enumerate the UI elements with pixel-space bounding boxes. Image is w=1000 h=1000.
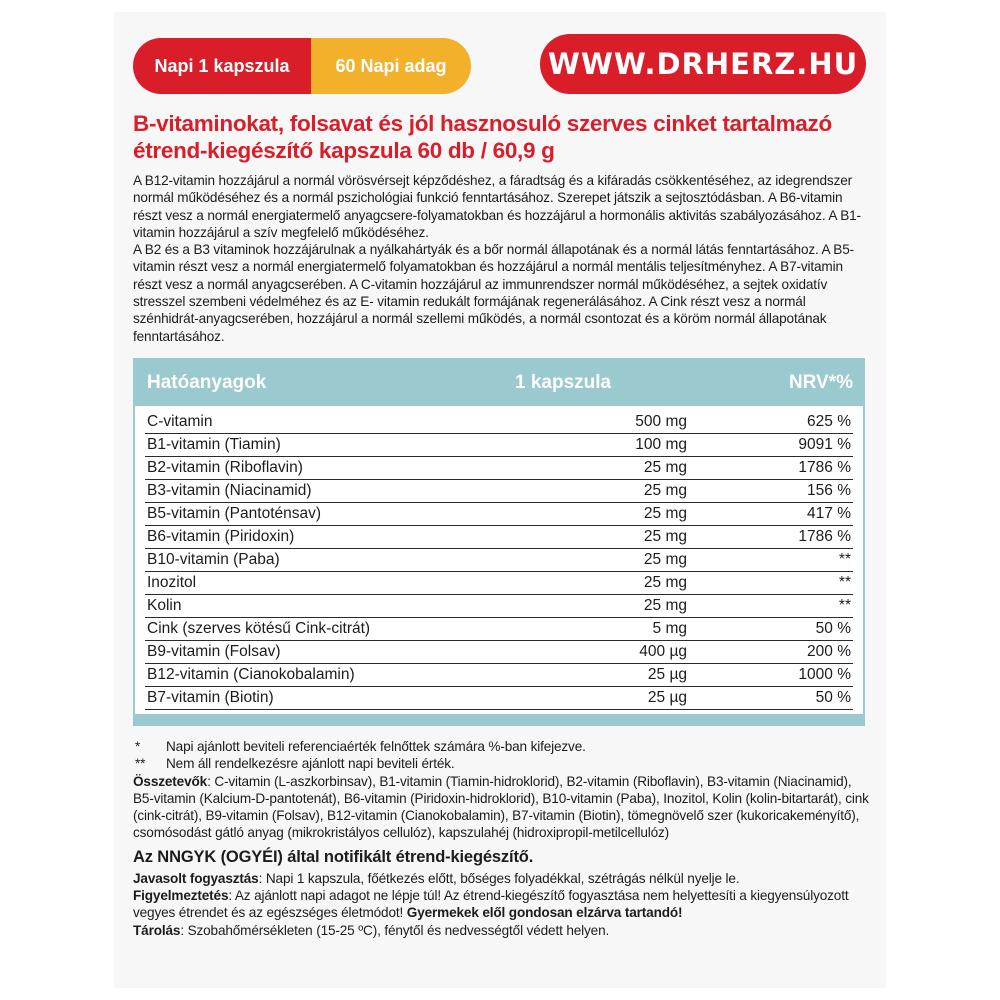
- row-name: Inozitol: [147, 574, 197, 591]
- row-nrv: 417 %: [807, 505, 851, 522]
- row-dose: 25 µg: [647, 666, 687, 683]
- header-nrv: NRV*%: [788, 372, 853, 393]
- dosage-badge-group: [133, 38, 471, 94]
- table-row: [145, 686, 853, 710]
- row-nrv: 156 %: [807, 482, 851, 499]
- row-name: B2-vitamin (Riboflavin): [147, 459, 303, 476]
- table-row: [145, 502, 853, 526]
- footnote: [133, 738, 873, 755]
- warning-label: Figyelmeztetés: [133, 888, 229, 904]
- header-ingredients: Hatóanyagok: [147, 372, 267, 393]
- row-nrv: **: [838, 551, 851, 568]
- row-name: B3-vitamin (Niacinamid): [147, 482, 312, 499]
- row-dose: 400 µg: [639, 643, 687, 660]
- table-row: [145, 456, 853, 480]
- table-row: [145, 410, 853, 434]
- footnote-mark: **: [135, 756, 146, 772]
- storage-label: Tárolás: [133, 922, 181, 938]
- table-row: [145, 548, 853, 572]
- row-dose: 25 mg: [643, 528, 687, 545]
- warning-body: : Az ajánlott napi adagot ne lépje túl! Az étrend-kiegészítő fogyasztása nem helyettesíti a kiegyensúlyozott vegyes étrendet és az egészséges életmódot!: [133, 888, 849, 921]
- row-nrv: **: [838, 574, 851, 591]
- bottom-info: [133, 738, 873, 939]
- warning-text: [133, 887, 873, 922]
- table-row: [145, 479, 853, 503]
- ingredients-label: Összetevők: [133, 773, 208, 789]
- row-nrv: 50 %: [815, 620, 851, 637]
- footnote-text: Nem áll rendelkezésre ajánlott napi beviteli érték.: [166, 756, 455, 772]
- storage-body: : Szobahőmérsékleten (15-25 ºC), fénytől és nedvességtől védett helyen.: [180, 922, 610, 938]
- row-name: B5-vitamin (Pantoténsav): [147, 505, 322, 522]
- row-nrv: 1786 %: [798, 459, 851, 476]
- row-dose: 25 mg: [643, 482, 687, 499]
- table-row: [145, 571, 853, 595]
- ingredients-body: : C-vitamin (L-aszkorbinsav), B1-vitamin (Tiamin-hidroklorid), B2-vitamin (Riboflavin), B3-vitamin (Niacinamid), B5-vitamin (Kalcium-D-pantotenát), B6-vitamin (Piridoxin-hidroklorid), B10-vitamin (Paba), Inozitol, Kolin (kolin-bitartarát), cink (cink-citrát), B9-vitamin (Folsav), B12-vitamin (Cianokobalamin), B7-vitamin (Biotin), tömegnövelő szer (kukoricakeményítő), csomósodást gátló anyag (mikrokristályos cellulóz), kapszulahéj (hidroxipropil-metilcellulóz): [133, 773, 869, 841]
- row-dose: 100 mg: [635, 436, 687, 453]
- footnote-text: Napi ajánlott beviteli referenciaérték felnőttek számára %-ban kifejezve.: [166, 739, 586, 754]
- table-row: [145, 433, 853, 457]
- usage-body: : Napi 1 kapszula, főétkezés előtt, bőséges folyadékkal, szétrágás nélkül nyelje le.: [258, 870, 740, 886]
- header-dose: 1 kapszula: [515, 372, 612, 393]
- table-row: [145, 594, 853, 618]
- table-header: [135, 360, 863, 406]
- footnote: [133, 755, 873, 772]
- row-nrv: 50 %: [815, 689, 851, 706]
- row-name: Cink (szerves kötésű Cink-citrát): [147, 620, 371, 637]
- row-nrv: 1000 %: [798, 666, 851, 683]
- ingredients-text: [133, 773, 873, 842]
- usage-label: Javasolt fogyasztás: [133, 870, 259, 886]
- row-name: C-vitamin: [147, 413, 213, 430]
- row-dose: 5 mg: [652, 620, 687, 637]
- daily-dose-badge: Napi 1 kapszula: [133, 38, 311, 94]
- table-row: [145, 663, 853, 687]
- table-row: [145, 525, 853, 549]
- row-nrv: 1786 %: [798, 528, 851, 545]
- row-name: B7-vitamin (Biotin): [147, 689, 274, 706]
- intro-text: [133, 172, 873, 345]
- footnote-mark: *: [135, 739, 141, 754]
- row-nrv: 200 %: [807, 643, 851, 660]
- usage-text: [133, 870, 873, 887]
- row-dose: 25 mg: [643, 551, 687, 568]
- row-name: B10-vitamin (Paba): [147, 551, 280, 568]
- row-name: B6-vitamin (Piridoxin): [147, 528, 295, 545]
- row-nrv: 9091 %: [798, 436, 851, 453]
- row-dose: 25 mg: [643, 574, 687, 591]
- nutrition-table: [133, 358, 865, 726]
- website-badge: WWW.DRHERZ.HU: [540, 34, 866, 94]
- row-dose: 25 mg: [643, 597, 687, 614]
- product-headline: B-vitaminokat, folsavat és jól hasznosuló szerves cinket tartalmazó étrend-kiegészítő kapszula 60 db / 60,9 g: [133, 111, 832, 163]
- row-dose: 25 µg: [647, 689, 687, 706]
- row-dose: 25 mg: [643, 505, 687, 522]
- table-row: [145, 640, 853, 664]
- intro-paragraph: A B12-vitamin hozzájárul a normál vörösvérsejt képződéshez, a fáradtság és a kifáradás csökkentéséhez, az idegrendszer normál működéséhez és a normál pszichológiai funkció fenntartásához. Szerepet játszik a sejtosztódásban. A B6-vitamin részt vesz a normál energiatermelő anyagcsere-folyamatokban és hozzájárul a hormonális aktivitás szabályozásához. A B1-vitamin hozzájárul a szív megfelelő működéséhez.: [133, 173, 861, 240]
- row-nrv: 625 %: [807, 413, 851, 430]
- table-footer-bar: [135, 714, 863, 724]
- row-name: B1-vitamin (Tiamin): [147, 436, 281, 453]
- intro-paragraph: A B2 és a B3 vitaminok hozzájárulnak a nyálkahártyák és a bőr normál állapotának és a normál látás fenntartásához. A B5-vitamin részt vesz a normál energiatermelő folyamatokban és hozzájárul a normál mentális teljesítményhez. A B7-vitamin részt vesz a normál anyagcserében. A C-vitamin hozzájárul az immunrendszer normál működéséhez, a sejtek oxidatív stresszel szembeni védelméhez és az E- vitamin redukált formájának regenerálásához. A Cink részt vesz a normál szénhidrát-anyagcserében, hozzájárul a normál szellemi működés, a normál csontozat és a köröm normál állapotának fenntartásához.: [133, 242, 855, 344]
- row-name: B12-vitamin (Cianokobalamin): [147, 666, 355, 683]
- warning-strong: Gyermekek elől gondosan elzárva tartandó!: [406, 905, 683, 921]
- row-dose: 25 mg: [643, 459, 687, 476]
- row-name: B9-vitamin (Folsav): [147, 643, 281, 660]
- table-row: [145, 617, 853, 641]
- notification-statement: Az NNGYK (OGYÉI) által notifikált étrend-kiegészítő.: [133, 847, 534, 866]
- servings-badge: 60 Napi adag: [311, 38, 471, 94]
- storage-text: [133, 922, 873, 939]
- row-name: Kolin: [147, 597, 182, 614]
- row-dose: 500 mg: [635, 413, 687, 430]
- row-nrv: **: [838, 597, 851, 614]
